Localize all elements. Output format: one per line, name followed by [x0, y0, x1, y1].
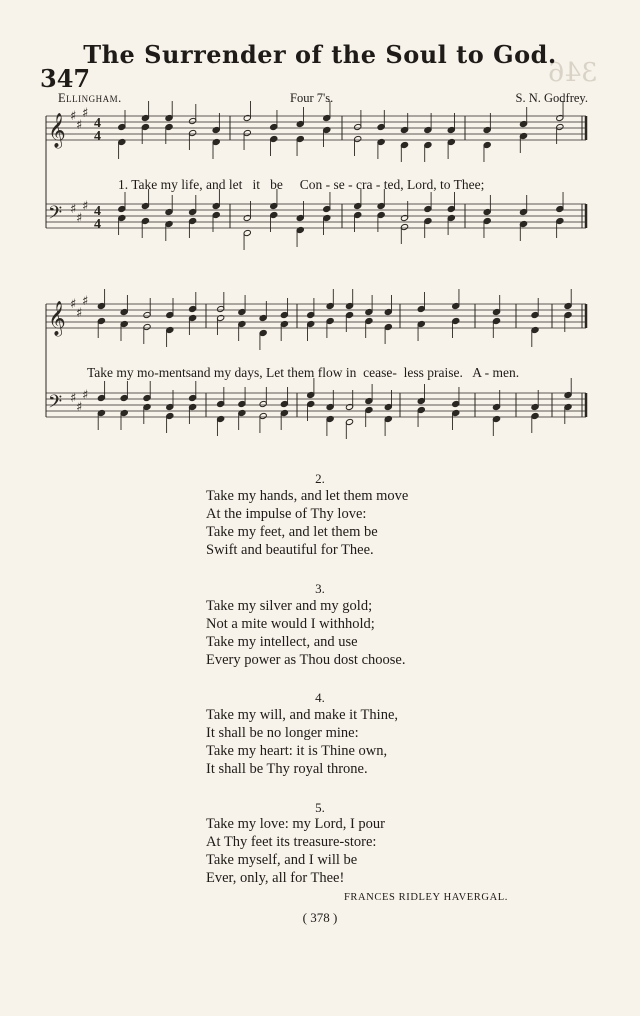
- verse-line: Take my will, and make it Thine,: [206, 707, 399, 723]
- sharp-icon: ♯: [70, 391, 77, 406]
- meter: Four 7's.: [290, 91, 334, 105]
- verse-number: 4.: [315, 690, 325, 705]
- sharp-icon: ♯: [70, 297, 77, 312]
- time-signature: 4: [94, 116, 101, 131]
- sharp-icon: ♯: [76, 211, 83, 226]
- treble-clef-icon: 𝄞: [48, 301, 66, 336]
- verse-line: At Thy feet its treasure-store:: [206, 834, 377, 850]
- verse-line: Take my love: my Lord, I pour: [206, 816, 385, 832]
- lyric-line-2: Take my mo-mentsand my days, Let them flow in cease- less praise. A - men.: [87, 365, 520, 380]
- sharp-icon: ♯: [76, 400, 83, 415]
- verse-number: 3.: [315, 581, 325, 596]
- verse-line: Swift and beautiful for Thee.: [206, 542, 374, 558]
- bass-clef-icon: 𝄢: [48, 392, 63, 417]
- treble-clef-icon: 𝄞: [48, 113, 66, 148]
- sharp-icon: ♯: [82, 199, 89, 214]
- verse-line: It shall be Thy royal throne.: [206, 761, 368, 777]
- verse-line: Ever, only, all for Thee!: [206, 870, 345, 886]
- verse-line: Not a mite would I withhold;: [206, 616, 375, 632]
- verse-line: Take myself, and I will be: [206, 852, 358, 868]
- key-signatures: [70, 106, 88, 415]
- reverse-page-number: 346: [548, 58, 598, 88]
- sharp-icon: ♯: [82, 106, 89, 121]
- sharp-icon: ♯: [82, 388, 89, 403]
- verse-line: It shall be no longer mine:: [206, 725, 359, 741]
- hymn-number: 347: [40, 64, 91, 93]
- notes: [97, 101, 572, 439]
- hymn-title: The Surrender of the Soul to God.: [83, 40, 557, 69]
- page-number: ( 378 ): [302, 910, 338, 925]
- time-signature: 4: [94, 129, 101, 144]
- verse-line: Take my hands, and let them move: [206, 488, 409, 504]
- composer: S. N. Godfrey.: [515, 91, 588, 105]
- time-signature: 4: [94, 204, 101, 219]
- bass-clef-icon: 𝄢: [48, 203, 63, 228]
- lyric-line-1: 1. Take my life, and let it be Con - se - cra - ted, Lord, to Thee;: [118, 177, 485, 192]
- sharp-icon: ♯: [76, 118, 83, 133]
- sharp-icon: ♯: [70, 109, 77, 124]
- verse-line: Every power as Thou dost choose.: [206, 652, 406, 668]
- verse-line: Take my feet, and let them be: [206, 524, 378, 540]
- verse-line: Take my intellect, and use: [206, 634, 358, 650]
- tune-name: Ellingham.: [58, 91, 122, 105]
- verse-number: 5.: [315, 800, 325, 815]
- verse-line: Take my heart: it is Thine own,: [206, 743, 388, 759]
- time-signatures: [94, 116, 101, 232]
- clefs: [48, 113, 66, 417]
- sharp-icon: ♯: [76, 306, 83, 321]
- time-signature: 4: [94, 217, 101, 232]
- author-credit: FRANCES RIDLEY HAVERGAL.: [343, 892, 508, 903]
- sharp-icon: ♯: [82, 294, 89, 309]
- sharp-icon: ♯: [70, 202, 77, 217]
- verse-line: Take my silver and my gold;: [206, 598, 373, 614]
- verse-line: At the impulse of Thy love:: [206, 506, 367, 522]
- music-score: [0, 0, 640, 450]
- verse-number: 2.: [315, 471, 325, 486]
